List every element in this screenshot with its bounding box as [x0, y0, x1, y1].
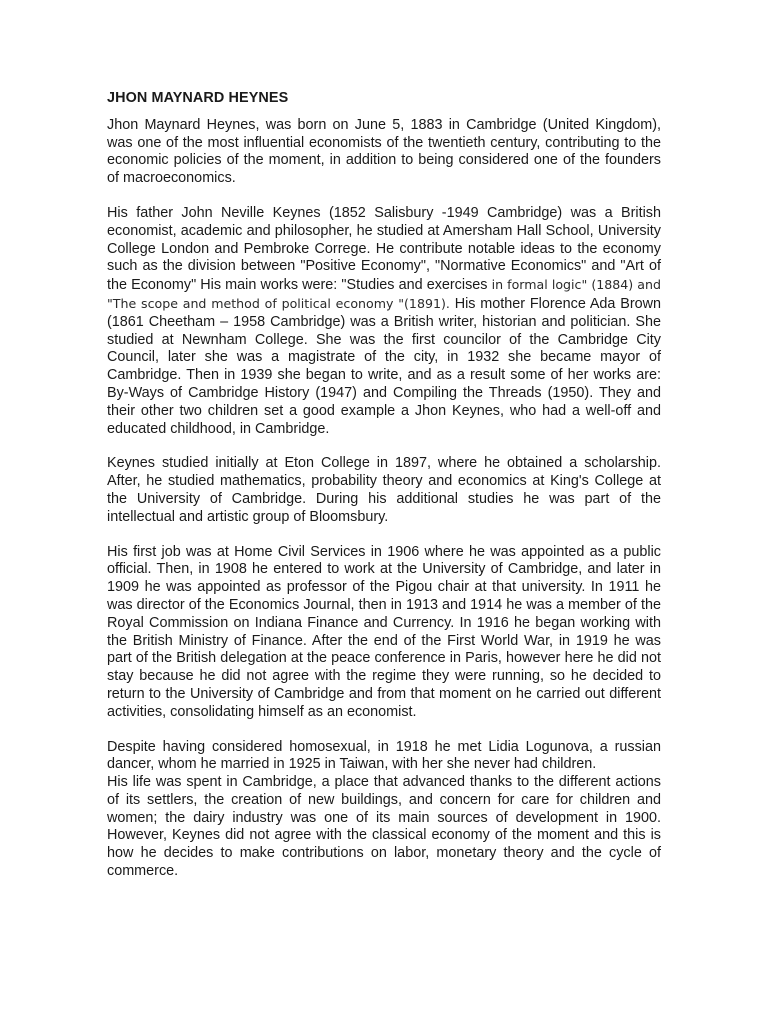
paragraph-birth: Jhon Maynard Heynes, was born on June 5, 1883 in Cambridge (United Kingdom), was one of the most influential economists of the twentieth century, contributing to the economic policies of the moment, in addition to being considered one of the founders of macroeconomics.	[107, 116, 661, 187]
paragraph-education: Keynes studied initially at Eton College in 1897, where he obtained a scholarship. After, he studied mathematics, probability theory and economics at King's College at the University of Cambridge. During his additional studies he was part of the intellectual and artistic group of Bloomsbury.	[107, 455, 661, 525]
paragraph-parents-works-citation: in formal logic" (1884) and "The scope and method of political economy "(1891).	[107, 277, 662, 311]
document-title: JHON MAYNARD HEYNES	[107, 90, 289, 106]
paragraph-career: His first job was at Home Civil Services in 1906 where he was appointed as a public official. Then, in 1908 he entered to work at the University of Cambridge, and later in 1909 he was appointed as professor of the Pigou chair at that university. In 1911 he was director of the Economics Journal, then in 1913 and 1914 he was a member of the Royal Commission on Indiana Finance and Currency. In 1916 he began working with the British Ministry of Finance. After the end of the First World War, in 1919 he was part of the British delegation at the peace conference in Paris, however here he did not stay because he did not agree with the regime they were running, so he decided to return to the University of Cambridge and from that moment on he carried out different activities, consolidating himself as an economist.	[107, 543, 661, 720]
paragraph-cambridge-life: His life was spent in Cambridge, a place that advanced thanks to the different actions of its settlers, the creation of new buildings, and concern for care for children and women; the dairy industry was one of its main sources of development in 1900. However, Keynes did not agree with the classical economy of the moment and this is how he decides to make contributions on labor, monetary theory and the cycle of commerce.	[107, 774, 661, 880]
paragraph-parents-part-1: His father John Neville Keynes (1852 Salisbury -1949 Cambridge) was a British economist, academic and philosopher, he studied at Amersham Hall School, University College London and Pembroke Correge. He contribute notable ideas to the economy such as the division between "Positive Economy", "Normative Economics" and "Art of the Economy" His main works were: "Studies and exercises	[107, 204, 661, 294]
paragraph-marriage: Despite having considered homosexual, in 1918 he met Lidia Logunova, a russian dancer, whom he married in 1925 in Taiwan, with her she never had children.	[107, 738, 661, 773]
paragraph-parents	[107, 205, 661, 438]
document-page	[107, 90, 661, 898]
paragraph-parents-part-2: His mother Florence Ada Brown (1861 Cheetham – 1958 Cambridge) was a British writer, historian and politician. She studied at Newnham College. She was the first councilor of the Cambridge City Council, later she was a magistrate of the city, in 1932 she became mayor of Cambridge. Then in 1939 she began to write, and as a result some of her works are: By-Ways of Cambridge History (1947) and Compiling the Threads (1950). They and their other two children set a good example a Jhon Keynes, who had a well-off and educated childhood, in Cambridge.	[107, 295, 662, 437]
